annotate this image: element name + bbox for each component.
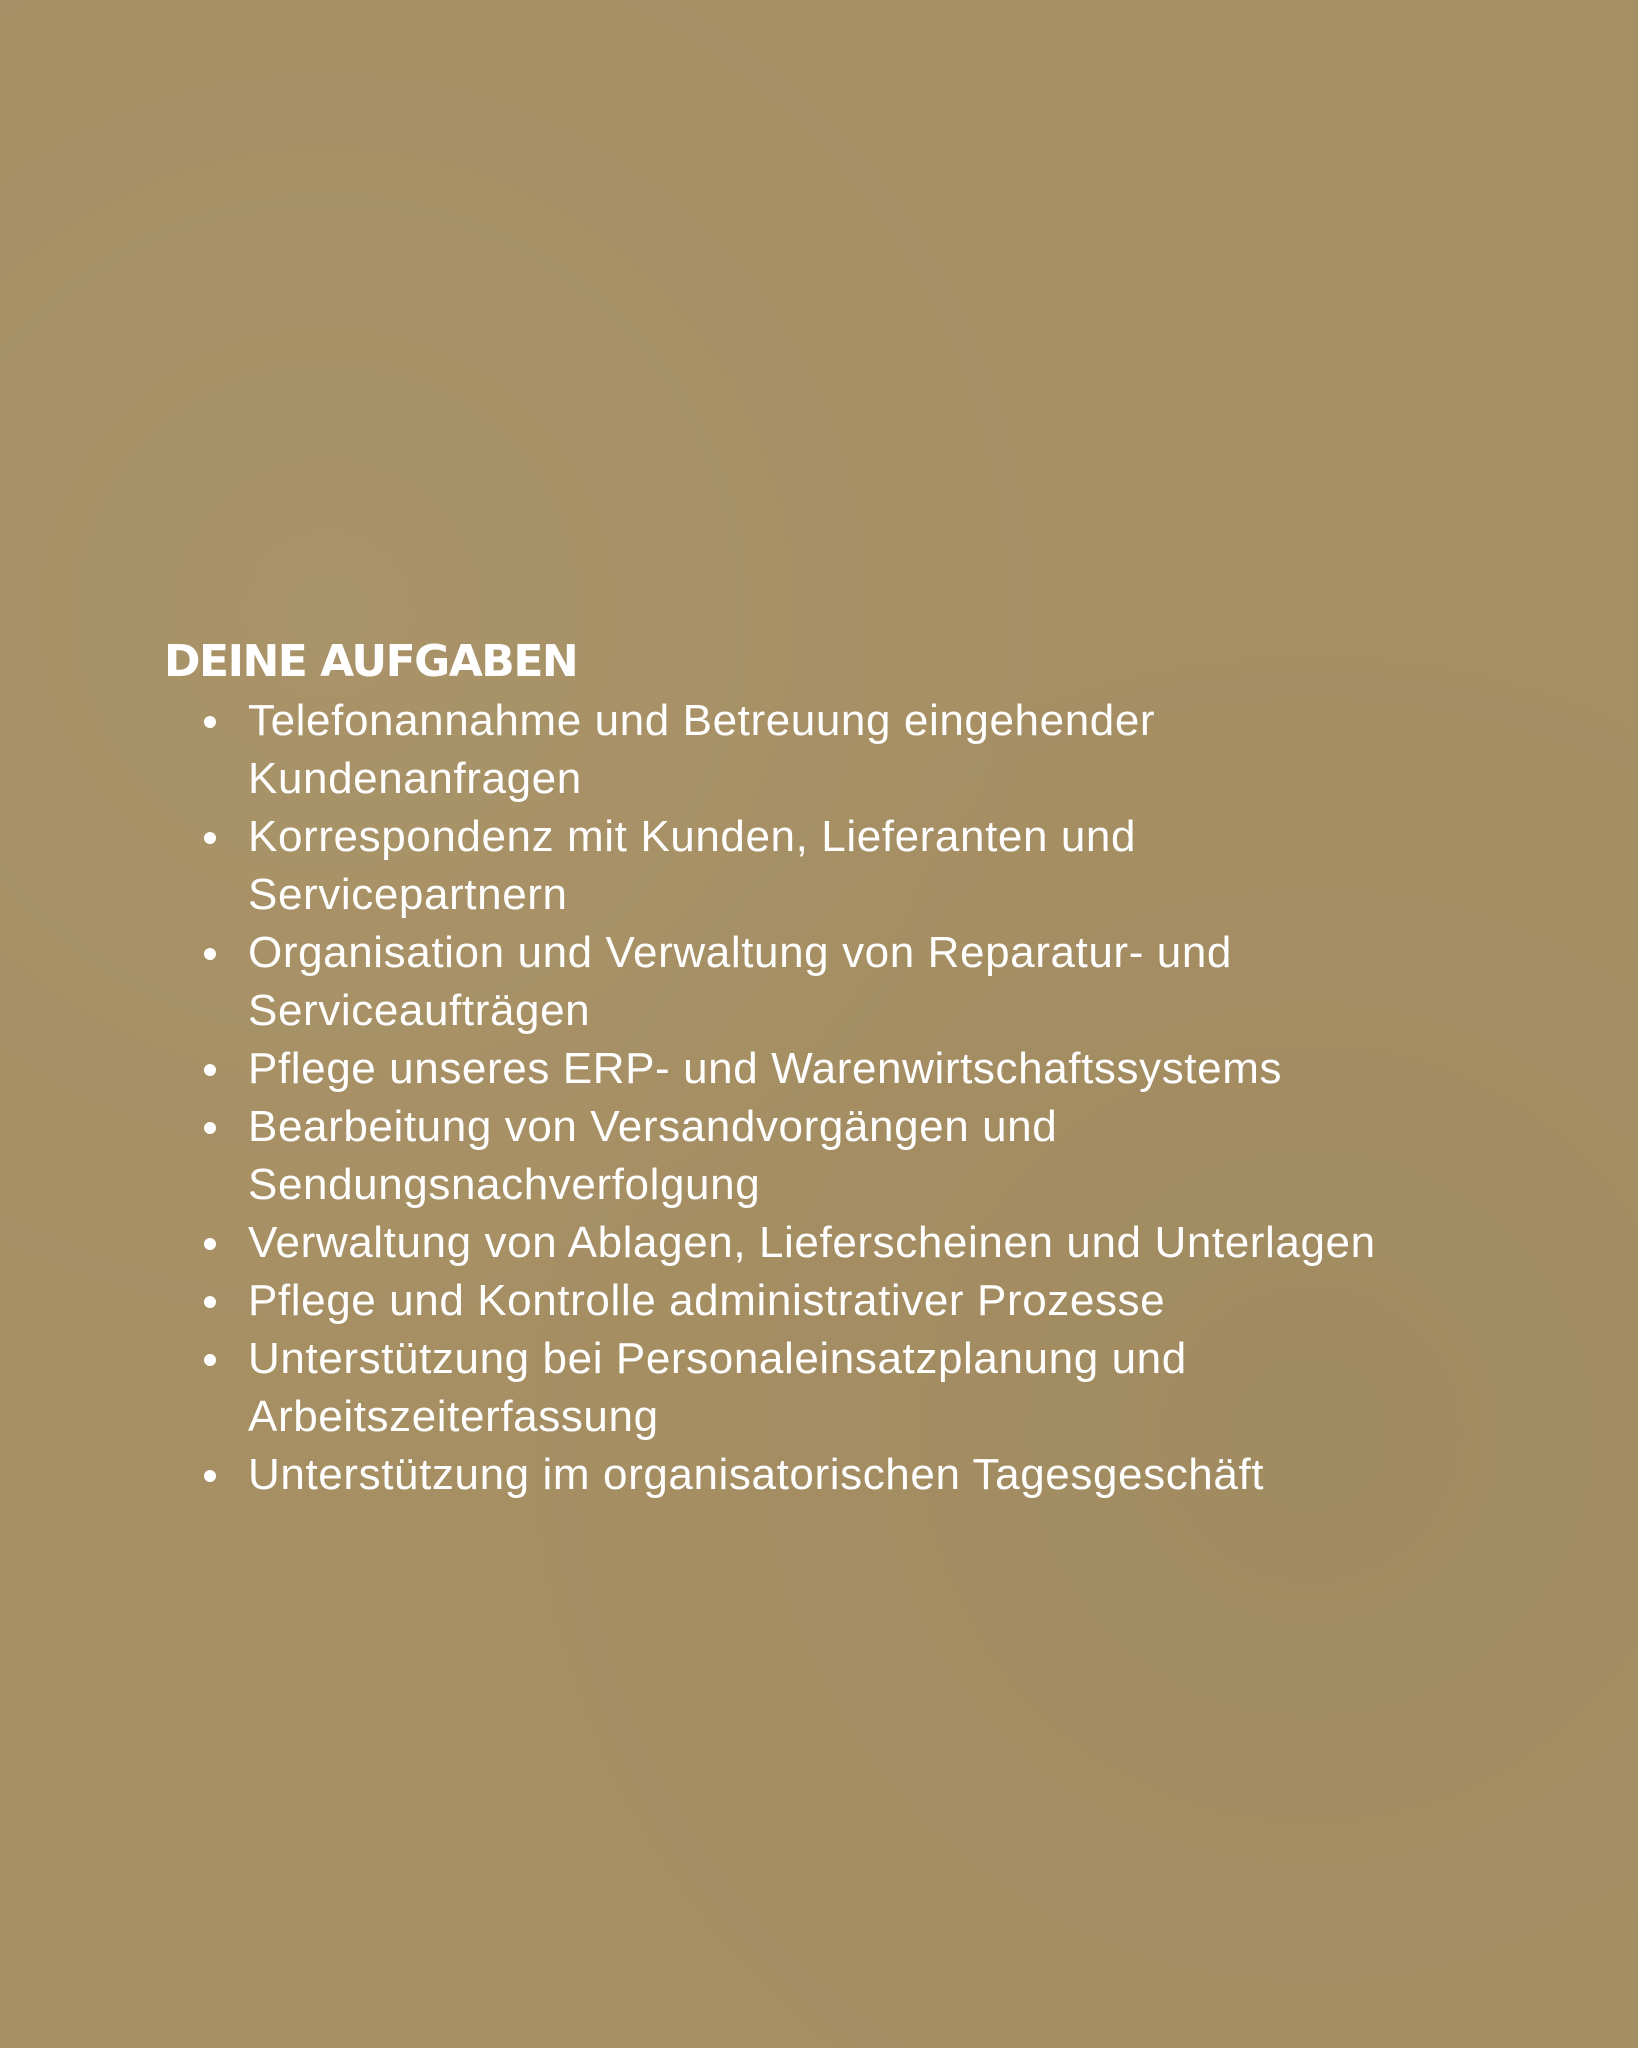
list-item-text: Telefonannahme und Betreuung eingehender Kundenanfragen	[248, 696, 1156, 803]
list-item-text: Organisation und Verwaltung von Reparatur- und Serviceaufträgen	[248, 928, 1232, 1035]
list-item-text: Unterstützung bei Personaleinsatzplanung und Arbeitszeiterfassung	[248, 1334, 1187, 1441]
bullet-icon	[204, 1470, 216, 1482]
bullet-icon	[204, 832, 216, 844]
list-item	[164, 1098, 1464, 1214]
bullet-icon	[204, 1064, 216, 1076]
list-item	[164, 924, 1464, 1040]
bullet-icon	[204, 948, 216, 960]
bullet-icon	[204, 1238, 216, 1250]
bullet-icon	[204, 1296, 216, 1308]
list-item	[164, 1040, 1464, 1098]
section-heading: DEINE AUFGABEN	[164, 636, 578, 687]
list-item	[164, 1272, 1464, 1330]
list-item-text: Pflege unseres ERP- und Warenwirtschaftssystems	[248, 1044, 1283, 1093]
bullet-icon	[204, 1122, 216, 1134]
list-item-text: Pflege und Kontrolle administrativer Prozesse	[248, 1276, 1166, 1325]
list-item-text: Bearbeitung von Versandvorgängen und Sendungsnachverfolgung	[248, 1102, 1058, 1209]
list-item-text: Unterstützung im organisatorischen Tagesgeschäft	[248, 1450, 1265, 1499]
task-list	[164, 692, 1464, 1504]
bullet-icon	[204, 716, 216, 728]
list-item-text: Korrespondenz mit Kunden, Lieferanten und Servicepartnern	[248, 812, 1137, 919]
list-item	[164, 1446, 1464, 1504]
list-item-text: Verwaltung von Ablagen, Lieferscheinen und Unterlagen	[248, 1218, 1376, 1267]
bullet-icon	[204, 1354, 216, 1366]
list-item	[164, 1330, 1464, 1446]
list-item	[164, 692, 1464, 808]
list-item	[164, 1214, 1464, 1272]
tasks-section	[164, 636, 1464, 1504]
list-item	[164, 808, 1464, 924]
